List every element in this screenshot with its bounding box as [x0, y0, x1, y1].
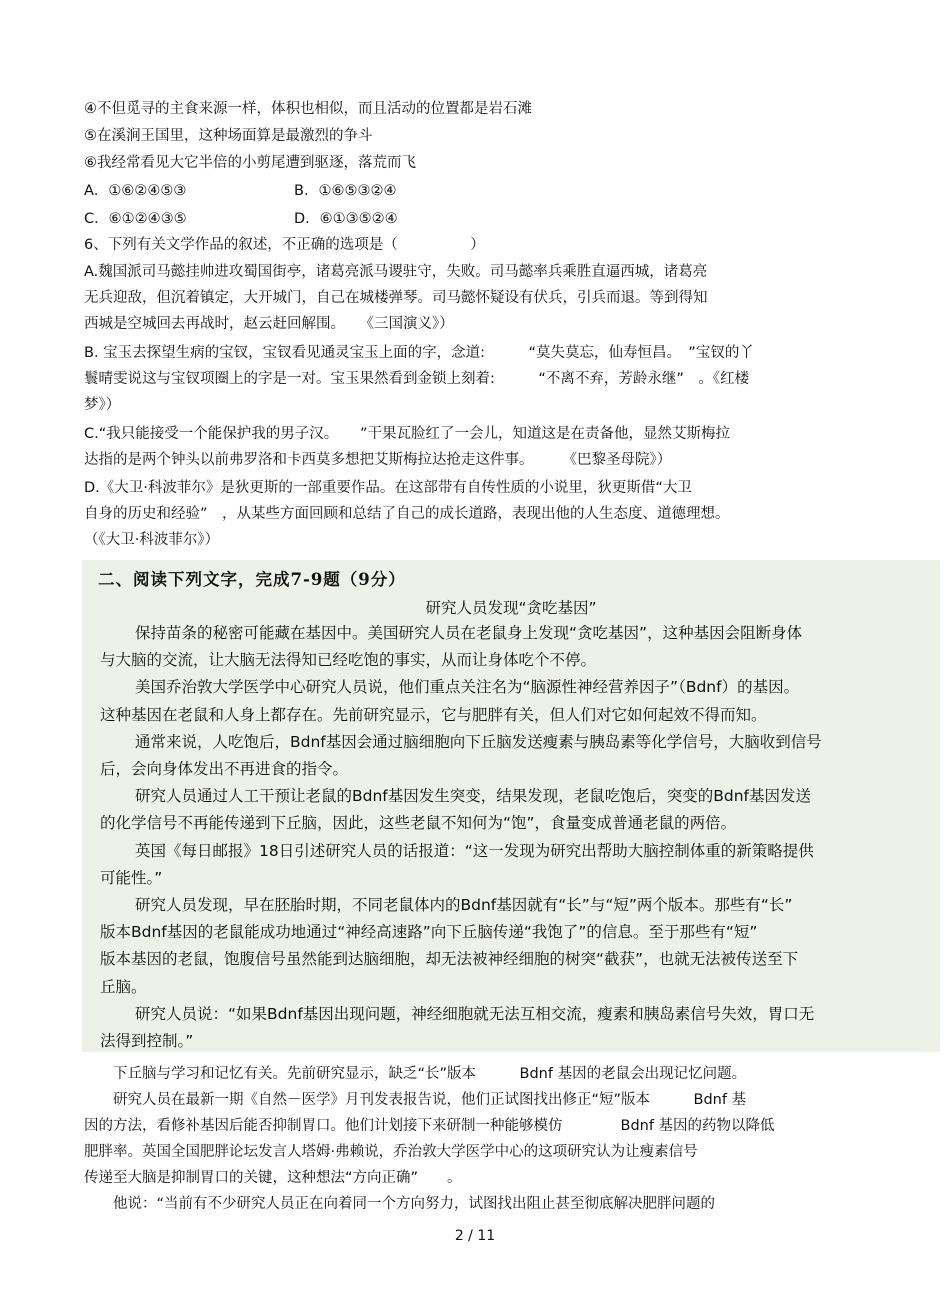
- passage-line: 的化学信号不再能传递到下丘脑，因此，这些老鼠不知何为“饱”，食量变成普通老鼠的两倍。: [100, 814, 737, 833]
- passage-line: 保持苗条的秘密可能藏在基因中。美国研究人员在老鼠身上发现“贪吃基因”，这种基因会阻断身体: [135, 624, 803, 642]
- text-line: A.魏国派司马懿挂帅进攻蜀国街亭，诸葛亮派马谡驻守，失败。司马懿率兵乘胜直逼西城，诸葛亮: [84, 264, 708, 280]
- text-line: ⑥我经常看见大它半倍的小剪尾遭到驱逐，落荒而飞: [84, 155, 416, 171]
- text-line: 他说：“当前有不少研究人员正在向着同一个方向努力，试图找出阻止甚至彻底解决肥胖问题的: [84, 1196, 716, 1212]
- scanned-passage: [82, 560, 940, 1052]
- text-line: 梦》）: [84, 397, 121, 413]
- passage-line: 研究人员发现，早在胚胎时期，不同老鼠体内的Bdnf基因就有“长”与“短”两个版本。那些有“长”: [135, 896, 793, 915]
- passage-line: 研究人员说：“如果Bdnf基因出现问题，神经细胞就无法互相交流，瘦素和胰岛素信号失效，胃口无: [135, 1004, 815, 1023]
- text-line: 传递至大脑是抑制胃口的关键，这种想法“方向正确” 。: [84, 1170, 462, 1186]
- text-line: C.“我只能接受一个能保护我的男子汉。 ”干果瓦脸红了一会儿，知道这是在责备他，显然艾斯梅拉: [84, 426, 731, 442]
- passage-line: 通常来说，人吃饱后，Bdnf基因会通过脑细胞向下丘脑发送瘦素与胰岛素等化学信号，大脑收到信号: [135, 732, 822, 751]
- passage-line: 研究人员通过人工干预让老鼠的Bdnf基因发生突变，结果发现，老鼠吃饱后，突变的Bdnf基因发送: [135, 787, 812, 806]
- text-line: 西城是空城回去再战时，赵云赶回解围。 《三国演义》）: [84, 316, 454, 332]
- question-6-option-b: [84, 340, 874, 418]
- passage-title: 研究人员发现“贪吃基因”: [425, 599, 597, 617]
- passage-body: [100, 620, 932, 1055]
- text-line: 达指的是两个钟头以前弗罗洛和卡西莫多想把艾斯梅拉达抢走这件事。 《巴黎圣母院》）: [84, 452, 672, 468]
- question-6-stem: 6、下列有关文学作品的叙述，不正确的选项是（ ）: [84, 237, 485, 253]
- passage-line: 版本基因的老鼠，饱腹信号虽然能到达脑细胞，却无法被神经细胞的树突“截获”，也就无法被传送至下: [100, 950, 799, 969]
- text-line: 无兵迎敌，但沉着镇定，大开城门，自己在城楼弹琴。司马懿怀疑设有伏兵，引兵而退。等到得知: [84, 290, 708, 306]
- text-line: D.《大卫·科波菲尔》是狄更斯的一部重要作品。在这部带有自传性质的小说里，狄更斯借“大卫: [84, 480, 692, 496]
- passage-line: 与大脑的交流，让大脑无法得知已经吃饱的事实，从而让身体吃个不停。: [100, 651, 597, 670]
- text-line: 肥胖率。英国全国肥胖论坛发言人塔姆·弗赖说，乔治敦大学医学中心的这项研究认为让瘦素信号: [84, 1144, 698, 1160]
- page-number: 2 / 11: [454, 1228, 496, 1244]
- option-d: D．⑥①③⑤②④: [294, 211, 398, 227]
- text-line: 鬟晴雯说这与宝钗项圈上的字是一对。宝玉果然看到金锁上刻着: “不离不弃，芳龄永继” 。《红楼: [84, 371, 750, 387]
- text-line: 自身的历史和经验” ，从某些方面回顾和总结了自己的成长道路，表现出他的人生态度、道德理想。: [84, 506, 730, 522]
- passage-line: 版本Bdnf基因的老鼠能成功地通过“神经高速路”向下丘脑传递“我饱了”的信息。至于那些有“短”: [100, 923, 758, 942]
- passage-line: 这种基因在老鼠和人身上都存在。先前研究显示，它与肥胖有关，但人们对它如何起效不得而知。: [100, 705, 767, 724]
- text-line: 下丘脑与学习和记忆有关。先前研究显示，缺乏“长”版本 Bdnf 基因的老鼠会出现记忆问题。: [84, 1066, 747, 1082]
- text-line: 研究人员在最新一期《自然－医学》月刊发表报告说，他们正试图找出修正“短”版本 Bdnf 基: [84, 1092, 747, 1108]
- passage-line: 法得到控制。”: [100, 1032, 194, 1051]
- option-b: B．①⑥⑤③②④: [294, 183, 397, 199]
- question-6-option-a: [84, 259, 874, 337]
- section-heading: 二、阅读下列文字，完成7-9题（9分）: [98, 570, 406, 589]
- question-6-option-c: [84, 421, 874, 473]
- passage-line: 英国《每日邮报》18日引述研究人员的话报道：“这一发现为研究出帮助大脑控制体重的新策略提供: [135, 841, 814, 860]
- text-line: ⑤在溪涧王国里，这种场面算是最激烈的争斗: [84, 128, 373, 144]
- passage-line: 后，会向身体发出不再进食的指令。: [100, 760, 349, 779]
- text-line: ④不但觅寻的主食来源一样，体积也相似，而且活动的位置都是岩石滩: [84, 101, 532, 117]
- text-line: （《大卫·科波菲尔》）: [84, 532, 220, 548]
- text-line: 因的方法，看修补基因后能否抑制胃口。他们计划接下来研制一种能够模仿 Bdnf 基因的药物以降低: [84, 1118, 775, 1134]
- question-6-option-d: [84, 475, 874, 553]
- bottom-paragraphs: [84, 1061, 874, 1217]
- option-a: A．①⑥②④⑤③: [84, 183, 187, 199]
- option-c: C．⑥①②④③⑤: [84, 211, 187, 227]
- passage-line: 丘脑。: [100, 977, 147, 996]
- passage-line: 美国乔治敦大学医学中心研究人员说，他们重点关注名为“脑源性神经营养因子”（Bdnf）的基因。: [135, 678, 800, 697]
- passage-line: 可能性。”: [100, 868, 163, 887]
- text-line: B. 宝玉去探望生病的宝钗，宝钗看见通灵宝玉上面的字，念道: “莫失莫忘，仙寿恒昌。 ”宝钗的丫: [84, 345, 754, 361]
